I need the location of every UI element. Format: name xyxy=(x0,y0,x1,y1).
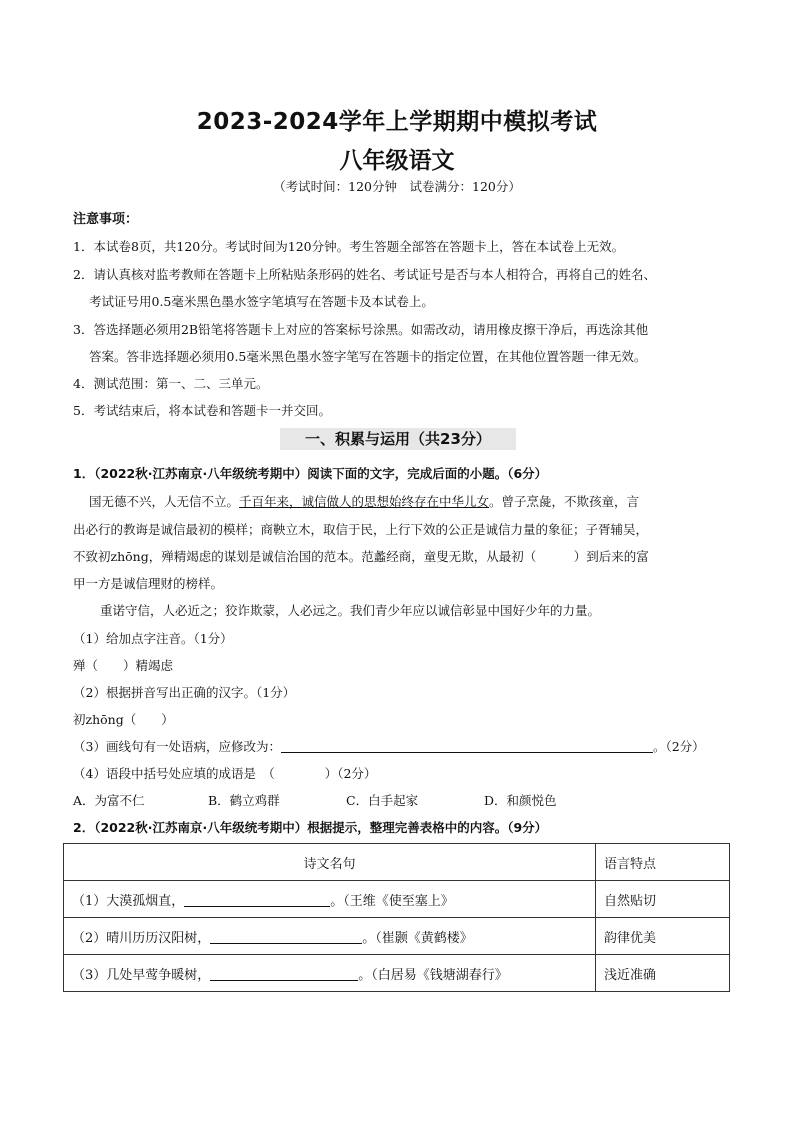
poem-source: 。（王维《使至塞上》 xyxy=(330,893,454,909)
q1-para1-text-a: 国无德不兴，人无信不立。 xyxy=(89,494,240,509)
notice-item-3-cont: 答案。答非选择题必须用0.5毫米黑色墨水签字笔写在答题卡的指定位置，在其他位置答题一律无效。 xyxy=(89,349,647,364)
option-d: D．和颜悦色 xyxy=(484,793,557,808)
q1-para1-line1 xyxy=(89,492,639,510)
q1-sub2: （2）根据拼音写出正确的汉字。（1分） xyxy=(73,685,296,700)
answer-blank xyxy=(210,967,358,981)
answer-blank xyxy=(281,739,653,753)
poem-line-cell xyxy=(64,881,596,918)
table-row xyxy=(64,955,730,992)
q2-stem: 2．（2022秋·江苏南京·八年级统考期中）根据提示，整理完善表格中的内容。（9分） xyxy=(73,820,548,835)
q1-sub2-answer: 初zhōng（ ） xyxy=(73,712,174,727)
q1-para1-line3: 不致初zhōng，殚精竭虑的谋划是诚信治国的范本。范蠡经商，童叟无欺，从最初（ ）到后来的富 xyxy=(73,549,649,564)
notice-heading: 注意事项： xyxy=(73,212,139,227)
notice-item-5: 5．考试结束后，将本试卷和答题卡一并交回。 xyxy=(73,403,331,418)
poem-line-a: （2）晴川历历汉阳树， xyxy=(72,930,211,946)
q1-sub3 xyxy=(73,737,705,755)
table-row xyxy=(64,918,730,955)
poem-line-a: （1）大漠孤烟直， xyxy=(72,893,185,909)
section-title: 一、积累与运用（共23分） xyxy=(280,428,516,450)
table-header-feature: 语言特点 xyxy=(596,844,730,881)
notice-item-4: 4．测试范围：第一、二、三单元。 xyxy=(73,376,269,391)
table-row xyxy=(64,881,730,918)
q1-sub1-answer: 殚（ ）精竭虑 xyxy=(73,658,174,673)
exam-title: 2023-2024学年上学期期中模拟考试 xyxy=(196,109,598,135)
poem-source: 。（白居易《钱塘湖春行》 xyxy=(358,967,508,983)
q1-sub3-prompt: （3）画线句有一处语病，应修改为： xyxy=(73,739,281,754)
option-c: C．白手起家 xyxy=(346,793,419,808)
poem-line-cell xyxy=(64,918,596,955)
q1-para1-line2: 出必行的教诲是诚信最初的模样；商鞅立木，取信于民，上行下效的公正是诚信力量的象征；子胥辅吴， xyxy=(73,522,649,537)
q1-sub1: （1）给加点字注音。（1分） xyxy=(73,631,233,646)
exam-subject: 八年级语文 xyxy=(339,148,455,174)
poem-line-a: （3）几处早莺争暖树， xyxy=(72,967,211,983)
language-feature: 自然贴切 xyxy=(596,881,730,918)
poem-source: 。（崔颢《黄鹤楼》 xyxy=(362,930,473,946)
poem-table xyxy=(63,843,730,992)
answer-blank xyxy=(210,930,362,944)
q1-para1-line4: 甲一方是诚信理财的榜样。 xyxy=(73,576,224,591)
q1-para2: 重诺守信，人必近之；狡诈欺蒙，人必远之。我们青少年应以诚信彰显中国好少年的力量。 xyxy=(100,603,601,618)
table-header-poem: 诗文名句 xyxy=(64,844,596,881)
q1-para1-text-b: 。曾子烹彘，不欺孩童，言 xyxy=(489,494,640,509)
language-feature: 韵律优美 xyxy=(596,918,730,955)
option-a: A．为富不仁 xyxy=(73,793,145,808)
language-feature: 浅近准确 xyxy=(596,955,730,992)
option-b: B．鹤立鸡群 xyxy=(208,793,280,808)
poem-line-cell xyxy=(64,955,596,992)
answer-blank xyxy=(184,893,330,907)
table-header-row xyxy=(64,844,730,881)
notice-item-2: 2．请认真核对监考教师在答题卡上所粘贴条形码的姓名、考试证号是否与本人相符合，再将自己的姓名、 xyxy=(73,267,656,282)
q1-options xyxy=(73,791,557,809)
notice-item-3: 3．答选择题必须用2B铅笔将答题卡上对应的答案标号涂黑。如需改动，请用橡皮擦干净后，再选涂其他 xyxy=(73,322,649,337)
notice-item-2-cont: 考试证号用0.5毫米黑色墨水签字笔填写在答题卡及本试卷上。 xyxy=(89,294,434,309)
q1-sub3-points: 。（2分） xyxy=(652,739,705,754)
q1-sub4: （4）语段中括号处应填的成语是 （ ）（2分） xyxy=(73,766,377,781)
notice-item-1: 1．本试卷8页，共120分。考试时间为120分钟。考生答题全部答在答题卡上，答在本试卷上无效。 xyxy=(73,239,625,254)
exam-info: （考试时间：120分钟 试卷满分：120分） xyxy=(273,179,521,194)
q1-underlined-sentence: 千百年来，诚信做人的思想始终存在中华儿女 xyxy=(239,494,490,509)
q1-stem: 1．（2022秋·江苏南京·八年级统考期中）阅读下面的文字，完成后面的小题。（6分） xyxy=(73,466,548,481)
